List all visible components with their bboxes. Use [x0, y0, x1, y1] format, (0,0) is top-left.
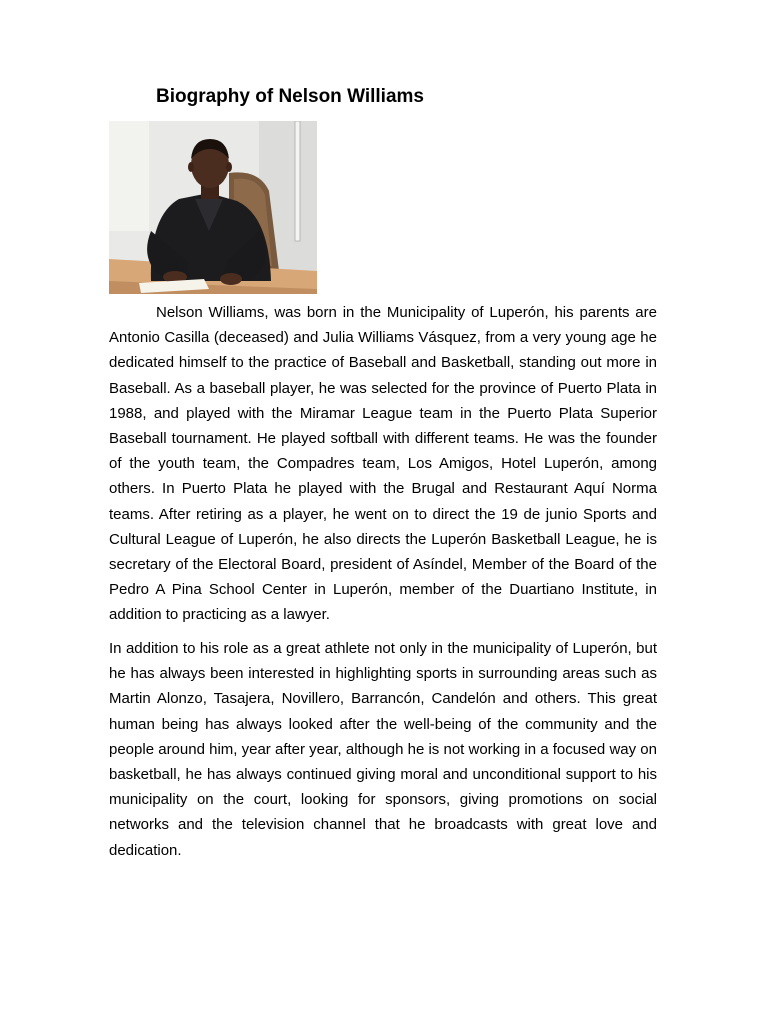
page-title: Biography of Nelson Williams [156, 86, 424, 107]
biography-paragraph-1: Nelson Williams, was born in the Municipality of Luperón, his parents are Antonio Casilla (deceased) and Julia Williams Vásquez, from a very young age he dedicated himself to the practice of Baseball and Basketball, standing out more in Baseball. As a baseball player, he was selected for the province of Puerto Plata in 1988, and played with the Miramar League team in the Puerto Plata Superior Baseball tournament. He played softball with different teams. He was the founder of the youth team, the Compadres team, Los Amigos, Hotel Luperón, among others. In Puerto Plata he played with the Brugal and Restaurant Aquí Norma teams. After retiring as a player, he went on to direct the 19 de junio Sports and Cultural League of Luperón, he also directs the Luperón Basketball League, he is secretary of the Electoral Board, president of Asíndel, Member of the Board of the Pedro A Pina School Center in Luperón, member of the Duartiano Institute, in addition to practicing as a lawyer. [109, 304, 657, 624]
biography-paragraph-2: In addition to his role as a great athlete not only in the municipality of Luperón, but he has always been interested in highlighting sports in surrounding areas such as Martin Alonzo, Tasajera, Novillero, Barrancón, Candelón and others. This great human being has always looked after the well-being of the community and the people around him, year after year, although he is not working in a focused way on basketball, he has always continued giving moral and unconditional support to his municipality on the court, looking for sponsors, giving promotions on social networks and the television channel that he broadcasts with great love and dedication. [109, 640, 657, 859]
portrait-photo-icon [109, 121, 317, 294]
